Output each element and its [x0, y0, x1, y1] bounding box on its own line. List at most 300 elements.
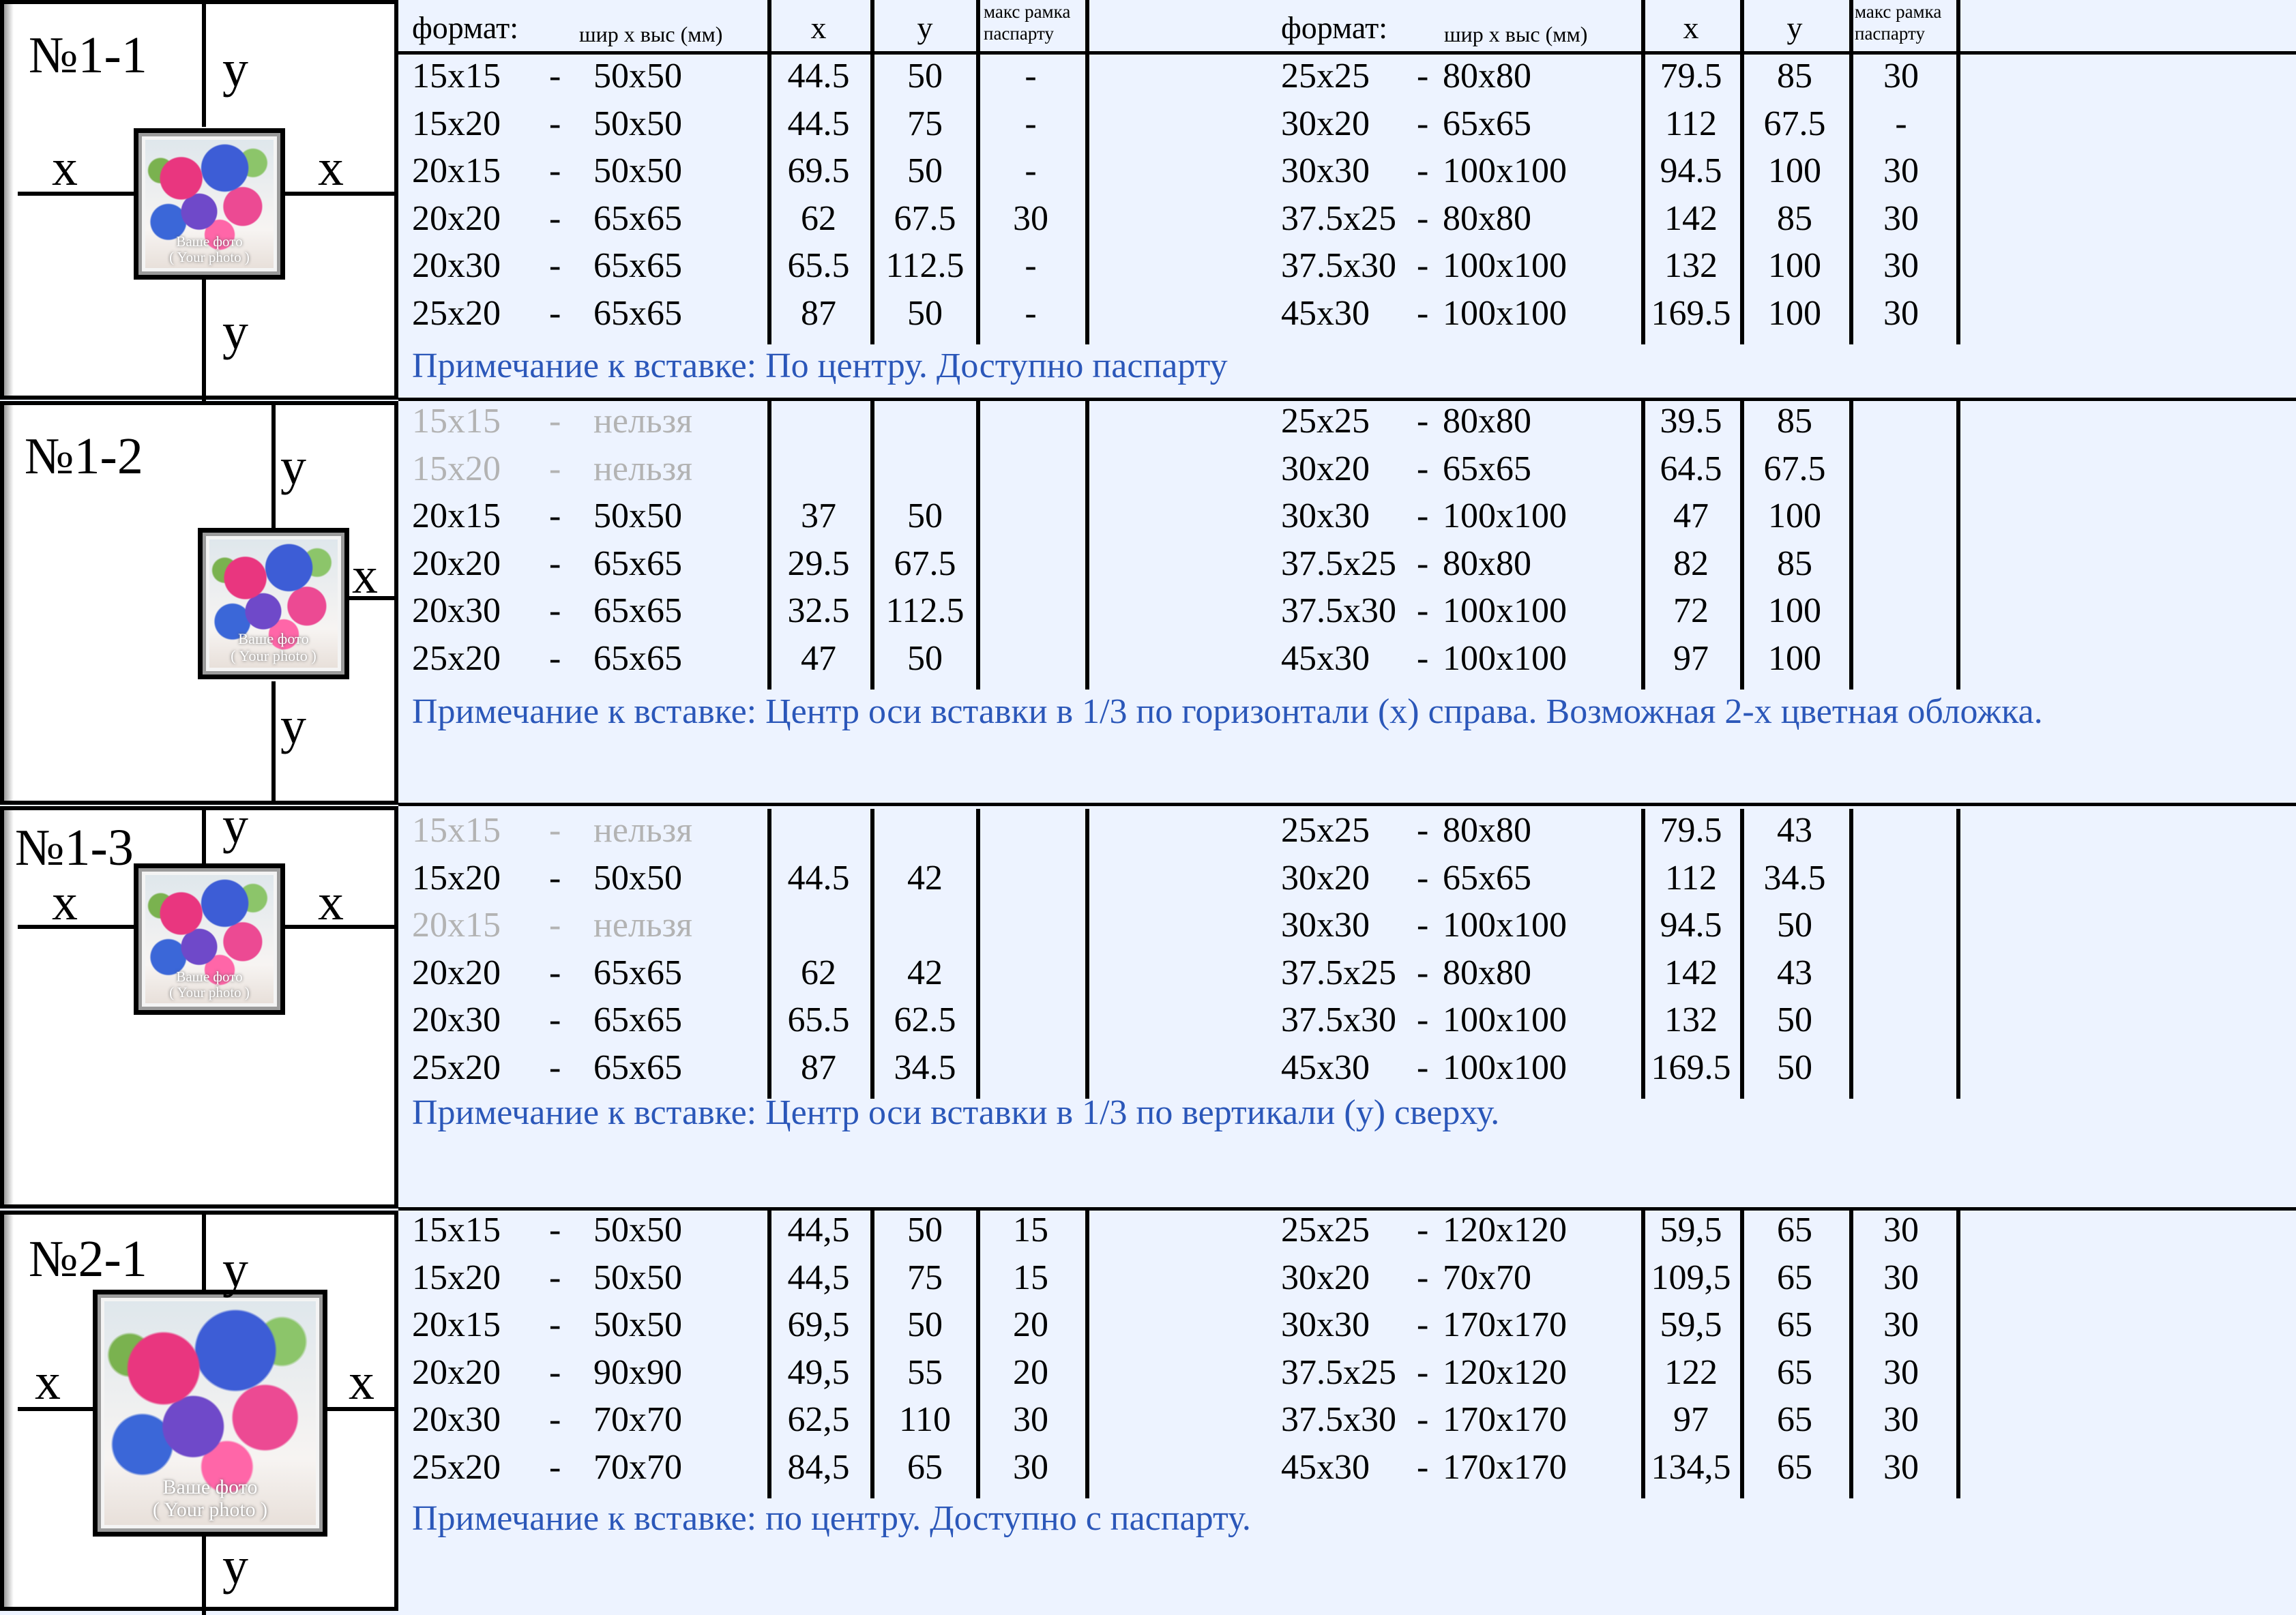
insert-size-cell: 70x70	[1443, 1258, 1531, 1297]
dash-cell: -	[1417, 293, 1429, 333]
format-cell: 25x25	[1281, 402, 1370, 441]
dash-cell: -	[549, 1001, 561, 1039]
dash-cell: -	[1417, 1305, 1429, 1344]
format-cell: 15x15	[412, 1211, 501, 1249]
format-cell: 45x30	[1281, 638, 1370, 678]
insert-size-cell: 50x50	[593, 858, 682, 898]
x-offset-cell: 109,5	[1651, 1258, 1731, 1297]
bouquet-photo-icon	[145, 140, 274, 268]
insert-size-cell: 120x120	[1443, 1352, 1567, 1392]
y-offset-cell: 112.5	[885, 591, 965, 630]
format-cell: 15x20	[412, 1258, 501, 1297]
column-divider	[1956, 1209, 1960, 1498]
format-cell: 20x30	[412, 246, 501, 285]
insert-size-cell: 100x100	[1443, 151, 1567, 190]
insert-size-cell: 65x65	[593, 1048, 682, 1087]
column-divider	[1085, 809, 1089, 1099]
insert-size-cell: 50x50	[593, 497, 682, 535]
format-cell: 25x25	[1281, 811, 1370, 850]
mat-cell: -	[1025, 293, 1037, 333]
column-divider	[1085, 0, 1089, 55]
column-divider	[1956, 809, 1960, 1099]
x-offset-cell: 65.5	[787, 246, 850, 285]
format-cell: 45x30	[1281, 293, 1370, 333]
column-divider	[976, 0, 980, 55]
format-cell: 25x20	[412, 293, 501, 333]
y-offset-cell: 67.5	[1763, 104, 1826, 143]
x-offset-cell: 47	[1673, 497, 1709, 535]
y-offset-cell: 50	[907, 638, 943, 678]
y-offset-cell: 65	[1777, 1258, 1812, 1297]
column-divider	[1849, 0, 1853, 55]
x-offset-cell: 79.5	[1660, 57, 1722, 95]
x-offset-cell: 47	[801, 638, 836, 678]
dash-cell: -	[549, 858, 561, 898]
column-divider	[1849, 809, 1853, 1099]
column-divider	[1085, 400, 1089, 690]
dash-cell: -	[1417, 858, 1429, 898]
mat-cell: 30	[1883, 1305, 1919, 1344]
insert-size-cell: 80x80	[1443, 544, 1531, 583]
dash-cell: -	[1417, 1447, 1429, 1487]
axis-guide-line	[202, 4, 206, 127]
x-offset-cell: 62	[801, 198, 836, 238]
dash-cell: -	[549, 1305, 561, 1344]
x-offset-cell: 84,5	[787, 1447, 850, 1487]
format-cell: 20x20	[412, 198, 501, 238]
format-cell: 25x25	[1281, 57, 1370, 95]
format-cell: 30x20	[1281, 1258, 1370, 1297]
x-offset-cell: 69.5	[787, 151, 850, 190]
y-offset-cell: 65	[1777, 1447, 1812, 1487]
dash-cell: -	[1417, 1400, 1429, 1439]
axis-guide-line	[202, 273, 206, 404]
x-offset-cell: 29.5	[787, 544, 850, 583]
mat-cell: 30	[1883, 1211, 1919, 1249]
y-offset-cell: 100	[1768, 293, 1821, 333]
y-offset-cell: 85	[1777, 402, 1812, 441]
insert-size-cell: 65x65	[593, 953, 682, 992]
y-offset-cell: 67.5	[894, 198, 956, 238]
y-offset-cell: 62.5	[894, 1001, 956, 1039]
column-divider	[870, 0, 874, 55]
format-cell: 15x15	[412, 811, 501, 850]
x-offset-cell: 64.5	[1660, 449, 1722, 488]
x-offset-cell: 112	[1664, 858, 1718, 898]
y-offset-cell: 42	[907, 858, 943, 898]
layout-diagram-2	[0, 401, 398, 805]
insert-size-cell: 50x50	[593, 151, 682, 190]
format-cell: 45x30	[1281, 1048, 1370, 1087]
axis-x-right: x	[349, 1353, 374, 1410]
y-offset-cell: 50	[1777, 1048, 1812, 1087]
x-offset-cell: 62	[801, 953, 836, 992]
x-offset-cell: 87	[801, 293, 836, 333]
y-offset-cell: 50	[907, 497, 943, 535]
bouquet-photo-icon	[145, 875, 274, 1003]
dash-cell: -	[1417, 497, 1429, 535]
dash-cell: -	[1417, 151, 1429, 190]
insert-size-cell: 65x65	[593, 544, 682, 583]
mat-cell: 30	[1883, 293, 1919, 333]
dash-cell: -	[1417, 57, 1429, 95]
dash-cell: -	[1417, 953, 1429, 992]
axis-guide-line	[202, 1532, 206, 1615]
dash-cell: -	[549, 1352, 561, 1392]
left-header-format: формат:	[412, 10, 519, 45]
dash-cell: -	[1417, 246, 1429, 285]
photo-insert	[134, 128, 285, 280]
panel-shadow-edge	[4, 1215, 14, 1607]
insert-size-cell: 50x50	[593, 57, 682, 95]
y-offset-cell: 85	[1777, 57, 1812, 95]
dash-cell: -	[1417, 1352, 1429, 1392]
x-offset-cell: 112	[1664, 104, 1718, 143]
y-offset-cell: 50	[907, 293, 943, 333]
y-offset-cell: 65	[907, 1447, 943, 1487]
x-offset-cell: 169.5	[1651, 1048, 1731, 1087]
format-cell: 20x20	[412, 953, 501, 992]
format-cell: 30x30	[1281, 151, 1370, 190]
insert-size-cell: 65x65	[593, 198, 682, 238]
format-cell: 15x20	[412, 104, 501, 143]
insert-size-cell: 100x100	[1443, 293, 1567, 333]
format-cell: 30x30	[1281, 1305, 1370, 1344]
x-offset-cell: 132	[1664, 246, 1718, 285]
column-divider	[976, 400, 980, 690]
x-offset-cell: 79.5	[1660, 811, 1722, 850]
x-offset-cell: 49,5	[787, 1352, 850, 1392]
panel-shadow-edge	[4, 4, 14, 396]
dash-cell: -	[1417, 198, 1429, 238]
dash-cell: -	[1417, 906, 1429, 945]
x-offset-cell: 69,5	[787, 1305, 850, 1344]
insert-size-cell: 70x70	[593, 1447, 682, 1487]
format-cell: 20x20	[412, 544, 501, 583]
bouquet-photo-icon	[104, 1301, 316, 1525]
format-cell: 25x20	[412, 638, 501, 678]
format-cell: 25x20	[412, 1048, 501, 1087]
insert-size-cell: 80x80	[1443, 198, 1531, 238]
format-cell: 30x30	[1281, 906, 1370, 945]
dash-cell: -	[549, 449, 561, 488]
insert-size-cell: 65x65	[593, 638, 682, 678]
y-offset-cell: 65	[1777, 1400, 1812, 1439]
mat-cell: 20	[1013, 1352, 1048, 1392]
x-offset-cell: 94.5	[1660, 906, 1722, 945]
axis-x-right: x	[318, 139, 344, 196]
x-offset-cell: 44.5	[787, 858, 850, 898]
layout-id-title: №1-2	[25, 428, 143, 485]
y-offset-cell: 34.5	[894, 1048, 956, 1087]
photo-insert	[198, 528, 349, 679]
insert-size-cell: 100x100	[1443, 1048, 1567, 1087]
insert-note: Примечание к вставке: По центру. Доступно паспарту	[412, 346, 1228, 385]
y-offset-cell: 75	[907, 1258, 943, 1297]
dash-cell: -	[1417, 591, 1429, 630]
format-cell: 20x15	[412, 1305, 501, 1344]
mat-cell: 30	[1883, 1447, 1919, 1487]
left-header-mat-line2: паспарту	[984, 23, 1054, 44]
mat-cell: 30	[1013, 1400, 1048, 1439]
dash-cell: -	[549, 402, 561, 441]
x-offset-cell: 65.5	[787, 1001, 850, 1039]
y-offset-cell: 43	[1777, 811, 1812, 850]
x-offset-cell: 59,5	[1660, 1211, 1722, 1249]
format-cell: 30x20	[1281, 104, 1370, 143]
mat-cell: 30	[1883, 1258, 1919, 1297]
insert-size-cell: 170x170	[1443, 1305, 1567, 1344]
mat-cell: -	[1025, 151, 1037, 190]
column-divider	[1956, 0, 1960, 55]
x-offset-cell: 44.5	[787, 104, 850, 143]
format-cell: 20x15	[412, 151, 501, 190]
axis-y-bottom: y	[222, 1537, 248, 1595]
y-offset-cell: 50	[907, 1211, 943, 1249]
dash-cell: -	[549, 104, 561, 143]
y-offset-cell: 100	[1768, 591, 1821, 630]
mat-cell: 30	[1013, 1447, 1048, 1487]
panel-shadow-edge	[4, 405, 14, 801]
right-header-mat-line1: макс рамка	[1855, 1, 1942, 22]
bouquet-photo-icon	[209, 539, 338, 668]
y-offset-cell: 65	[1777, 1211, 1812, 1249]
y-offset-cell: 67.5	[1763, 449, 1826, 488]
dash-cell: -	[1417, 1048, 1429, 1087]
insert-size-cell: 50x50	[593, 1211, 682, 1249]
format-cell: 20x30	[412, 1001, 501, 1039]
photo-caption: Ваше фото	[162, 1476, 258, 1498]
insert-size-cell: 120x120	[1443, 1211, 1567, 1249]
dash-cell: -	[549, 57, 561, 95]
column-divider	[1641, 0, 1645, 55]
dash-cell: -	[1417, 811, 1429, 850]
dash-cell: -	[549, 953, 561, 992]
format-cell: 37.5x25	[1281, 198, 1396, 238]
format-cell: 20x20	[412, 1352, 501, 1392]
format-cell: 25x25	[1281, 1211, 1370, 1249]
format-cell: 45x30	[1281, 1447, 1370, 1487]
x-offset-cell: 37	[801, 497, 836, 535]
dash-cell: -	[549, 1211, 561, 1249]
format-cell: 15x15	[412, 402, 501, 441]
mat-cell: -	[1025, 57, 1037, 95]
dash-cell: -	[549, 544, 561, 583]
format-cell: 20x15	[412, 497, 501, 535]
y-offset-cell: 50	[907, 151, 943, 190]
mat-cell: 15	[1013, 1258, 1048, 1297]
right-header-x: x	[1683, 10, 1699, 45]
layout-diagram-1	[0, 0, 398, 400]
photo-caption: Ваше фото	[176, 233, 243, 250]
layout-diagram-4	[0, 1211, 398, 1611]
y-offset-cell: 50	[1777, 1001, 1812, 1039]
row-separator	[398, 803, 2296, 806]
format-cell: 37.5x30	[1281, 1400, 1396, 1439]
dash-cell: -	[549, 1400, 561, 1439]
left-header-y: y	[917, 10, 933, 45]
dash-cell: -	[1417, 544, 1429, 583]
mat-cell: -	[1025, 246, 1037, 285]
insert-size-cell: 65x65	[1443, 104, 1531, 143]
photo-insert	[93, 1290, 327, 1537]
insert-note: Примечание к вставке: Центр оси вставки в 1/3 по вертикали (у) сверху.	[412, 1093, 1500, 1132]
mat-cell: 30	[1883, 1400, 1919, 1439]
insert-size-cell: 50x50	[593, 1258, 682, 1297]
dash-cell: -	[1417, 104, 1429, 143]
x-offset-cell: 132	[1664, 1001, 1718, 1039]
format-cell: 30x30	[1281, 497, 1370, 535]
layout-id-title: №2-1	[29, 1230, 147, 1288]
y-offset-cell: 34.5	[1763, 858, 1826, 898]
insert-size-cell: 80x80	[1443, 811, 1531, 850]
insert-note: Примечание к вставке: по центру. Доступно с паспарту.	[412, 1499, 1251, 1538]
dash-cell: -	[549, 1258, 561, 1297]
format-cell: 30x20	[1281, 449, 1370, 488]
dash-cell: -	[549, 246, 561, 285]
format-cell: 15x15	[412, 57, 501, 95]
y-offset-cell: 110	[898, 1400, 952, 1439]
format-cell: 15x20	[412, 858, 501, 898]
y-offset-cell: 100	[1768, 151, 1821, 190]
insert-size-cell: 170x170	[1443, 1447, 1567, 1487]
y-offset-cell: 85	[1777, 544, 1812, 583]
y-offset-cell: 43	[1777, 953, 1812, 992]
insert-size-cell: 50x50	[593, 104, 682, 143]
insert-size-cell: нельзя	[593, 449, 693, 488]
photo-caption-en: ( Your photo )	[169, 248, 250, 265]
dash-cell: -	[1417, 402, 1429, 441]
insert-size-cell: 90x90	[593, 1352, 682, 1392]
y-offset-cell: 65	[1777, 1352, 1812, 1392]
photo-insert	[134, 863, 285, 1015]
insert-size-cell: 65x65	[1443, 449, 1531, 488]
axis-guide-line	[271, 405, 276, 528]
x-offset-cell: 97	[1673, 638, 1709, 678]
dash-cell: -	[1417, 449, 1429, 488]
dash-cell: -	[1417, 1258, 1429, 1297]
dash-cell: -	[549, 198, 561, 238]
axis-guide-line	[202, 810, 206, 865]
dash-cell: -	[549, 1447, 561, 1487]
y-offset-cell: 50	[1777, 906, 1812, 945]
format-cell: 37.5x25	[1281, 1352, 1396, 1392]
insert-size-cell: нельзя	[593, 402, 693, 441]
axis-y-bottom: y	[280, 697, 306, 754]
left-header-size: шир х выс (мм)	[579, 22, 723, 46]
y-offset-cell: 50	[907, 57, 943, 95]
axis-x-right: x	[318, 874, 344, 931]
y-offset-cell: 75	[907, 104, 943, 143]
column-divider	[767, 0, 771, 55]
x-offset-cell: 39.5	[1660, 402, 1722, 441]
y-offset-cell: 67.5	[894, 544, 956, 583]
dash-cell: -	[549, 497, 561, 535]
y-offset-cell: 65	[1777, 1305, 1812, 1344]
insert-size-cell: 65x65	[593, 293, 682, 333]
mat-cell: 30	[1883, 151, 1919, 190]
column-divider	[1085, 55, 1089, 344]
x-offset-cell: 82	[1673, 544, 1709, 583]
insert-note: Примечание к вставке: Центр оси вставки в 1/3 по горизонтали (х) справа. Возможная 2-х цветная обложка.	[412, 692, 2043, 731]
column-divider	[976, 809, 980, 1099]
insert-size-cell: 65x65	[593, 1001, 682, 1039]
dash-cell: -	[1417, 638, 1429, 678]
format-cell: 15x20	[412, 449, 501, 488]
x-offset-cell: 142	[1664, 953, 1718, 992]
y-offset-cell: 100	[1768, 497, 1821, 535]
insert-size-cell: 80x80	[1443, 402, 1531, 441]
x-offset-cell: 44,5	[787, 1258, 850, 1297]
photo-caption-en: ( Your photo )	[231, 647, 317, 664]
format-cell: 20x30	[412, 591, 501, 630]
mat-cell: 30	[1013, 198, 1048, 238]
layout-id-title: №1-3	[15, 819, 134, 876]
x-offset-cell: 62,5	[787, 1400, 850, 1439]
x-offset-cell: 169.5	[1651, 293, 1731, 333]
left-header-x: x	[810, 10, 827, 45]
insert-size-cell: нельзя	[593, 906, 693, 945]
insert-size-cell: 65x65	[593, 591, 682, 630]
right-header-format: формат:	[1281, 10, 1388, 45]
left-header-mat-line1: макс рамка	[984, 1, 1071, 22]
column-divider	[1849, 400, 1853, 690]
insert-size-cell: 65x65	[593, 246, 682, 285]
insert-size-cell: 170x170	[1443, 1400, 1567, 1439]
axis-y-top: y	[222, 1241, 248, 1298]
insert-size-cell: 100x100	[1443, 906, 1567, 945]
mat-cell: 30	[1883, 57, 1919, 95]
mat-cell: 30	[1883, 198, 1919, 238]
dash-cell: -	[549, 1048, 561, 1087]
insert-size-cell: 100x100	[1443, 638, 1567, 678]
format-cell: 37.5x30	[1281, 1001, 1396, 1039]
insert-size-cell: 80x80	[1443, 57, 1531, 95]
mat-cell: 15	[1013, 1211, 1048, 1249]
insert-size-cell: 80x80	[1443, 953, 1531, 992]
dash-cell: -	[1417, 1001, 1429, 1039]
insert-size-cell: 100x100	[1443, 246, 1567, 285]
x-offset-cell: 72	[1673, 591, 1709, 630]
axis-guide-line	[202, 1215, 206, 1290]
photo-caption: Ваше фото	[238, 630, 309, 648]
mat-cell: 30	[1883, 246, 1919, 285]
axis-y-top: y	[280, 438, 306, 495]
insert-size-cell: 100x100	[1443, 591, 1567, 630]
axis-x-left: x	[52, 139, 78, 196]
photo-caption-en: ( Your photo )	[152, 1498, 268, 1521]
dash-cell: -	[549, 151, 561, 190]
y-offset-cell: 85	[1777, 198, 1812, 238]
y-offset-cell: 55	[907, 1352, 943, 1392]
y-offset-cell: 112.5	[885, 246, 965, 285]
y-offset-cell: 100	[1768, 246, 1821, 285]
insert-size-cell: нельзя	[593, 811, 693, 850]
panel-shadow-edge	[4, 810, 14, 1204]
insert-size-cell: 100x100	[1443, 497, 1567, 535]
format-cell: 37.5x30	[1281, 591, 1396, 630]
x-offset-cell: 59,5	[1660, 1305, 1722, 1344]
column-divider	[1956, 400, 1960, 690]
layout-diagram-3	[0, 797, 398, 1209]
x-offset-cell: 94.5	[1660, 151, 1722, 190]
x-offset-cell: 97	[1673, 1400, 1709, 1439]
dash-cell: -	[1417, 1211, 1429, 1249]
format-cell: 20x30	[412, 1400, 501, 1439]
format-cell: 37.5x25	[1281, 544, 1396, 583]
insert-size-cell: 70x70	[593, 1400, 682, 1439]
x-offset-cell: 134,5	[1651, 1447, 1731, 1487]
